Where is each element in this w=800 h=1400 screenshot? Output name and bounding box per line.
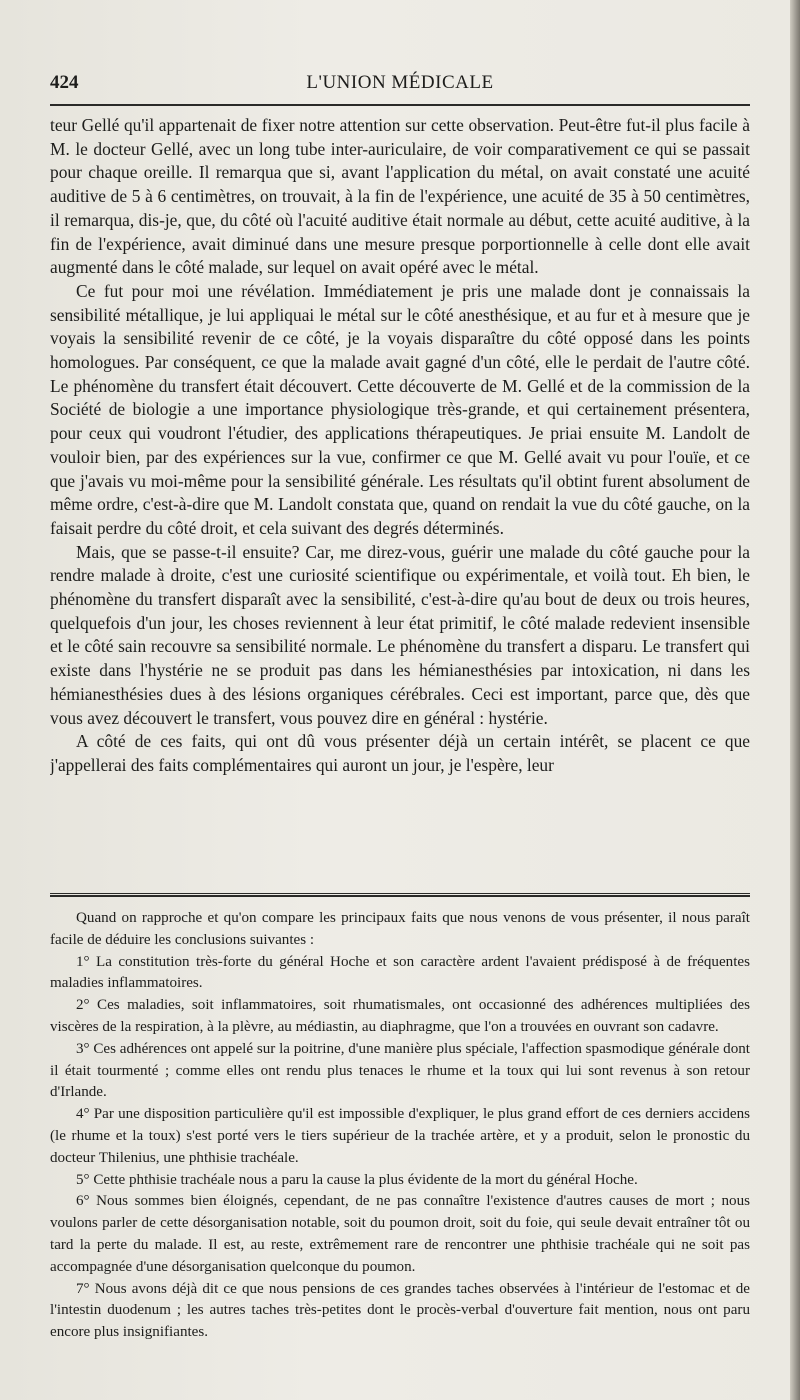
running-title: L'UNION MÉDICALE [306,72,494,93]
notes-section [50,908,750,1388]
note-paragraph: 6° Nous sommes bien éloignés, cependant, de ne pas connaître l'existence d'autres causes de mort ; nous voulons parler de cette désorganisation notable, soit du poumon droit, soit du foie, qui seule devait entraîner tôt ou tard la perte du malade. Il est, au reste, extrêmement rare de rencontrer une phthisie trachéale qui ne soit pas accompagnée d'une désorganisation quelconque du poumon. [50,1193,750,1275]
page-number: 424 [50,72,79,93]
note-paragraph: 1° La constitution très-forte du général Hoche et son caractère ardent l'avaient prédisposé à de fréquentes maladies inflammatoires. [50,953,750,992]
note-paragraph: 7° Nous avons déjà dit ce que nous pensions de ces grandes taches observées à l'intérieur de l'estomac et de l'intestin duodenum ; les autres taches très-petites dont le procès-verbal d'ouverture fait mention, nous ont paru encore plus insignifiantes. [50,1280,750,1341]
main-text [50,114,750,889]
note-paragraph: Quand on rapproche et qu'on compare les principaux faits que nous venons de vous présenter, il nous paraît facile de déduire les conclusions suivantes : [50,910,750,948]
section-divider [50,893,750,897]
paragraph: Ce fut pour moi une révélation. Immédiatement je pris une malade dont je connaissais la sensibilité métallique, je lui appliquai le métal sur le côté anesthésique, et au fur et à mesure que je voyais la sensibilité revenir de ce côté, je la voyais disparaître du côté opposé dans les points homologues. Par conséquent, ce que la malade avait gagné d'un côté, elle le perdait de l'autre côté. Le phénomène du transfert était découvert. Cette découverte de M. Gellé et de la commission de la Société de biologie a une importance physiologique très-grande, et qui certainement présentera, pour ceux qui voudront l'étudier, des applications thérapeutiques. Je priai ensuite M. Landolt de vouloir bien, par des expériences sur la vue, confirmer ce que M. Gellé avait vu pour l'ouïe, et ce que j'avais vu moi-même pour la sensibilité générale. Les résultats qu'il obtint furent absolument de même ordre, c'est-à-dire que M. Landolt constata que, quand on rendait la vue du côté gauche, on la faisait perdre du côté droit, et cela suivant des degrés déterminés. [50,280,750,538]
note-paragraph: 4° Par une disposition particulière qu'il est impossible d'expliquer, le plus grand effort de ces derniers accidens (le rhume et la toux) s'est porté vers le tiers supérieur de la trachée artère, et y a produit, selon le pronostic du docteur Thilenius, une phthisie trachéale. [50,1106,750,1166]
note-paragraph: 2° Ces maladies, soit inflammatoires, soit rhumatismales, ont occasionné des adhérences multipliées des viscères de la respiration, à la plèvre, au médiastin, au diaphragme, que l'on a trouvées en ouvrant son cadavre. [50,997,750,1035]
note-paragraph: 5° Cette phthisie trachéale nous a paru la cause la plus évidente de la mort du général Hoche. [76,1171,638,1188]
paragraph: teur Gellé qu'il appartenait de fixer notre attention sur cette observation. Peut-être fut-il plus facile à M. le docteur Gellé, avec un long tube inter-auriculaire, de voir comparativement ce qui se passait pour chaque oreille. Il remarqua que si, avant l'application du métal, on avait constaté une acuité auditive de 5 à 6 centimètres, on trouvait, à la fin de l'expérience, une acuité de 35 à 50 centimètres, il remarqua, dis-je, que, du côté où l'acuité auditive était normale au début, cette acuité auditive, à la fin de l'expérience, avait diminué dans une mesure presque porportionnelle à celle dont elle avait augmenté dans le côté malade, sur lequel on avait opéré avec le métal. [50,115,750,278]
paragraph: A côté de ces faits, qui ont dû vous présenter déjà un certain intérêt, se placent ce que j'appellerai des faits complémentaires qui auront un jour, je l'espère, leur [50,731,750,775]
note-paragraph: 3° Ces adhérences ont appelé sur la poitrine, d'une manière plus spéciale, l'affection spasmodique générale dont il était tourmenté ; comme elles ont rendu plus tenaces le rhume et la toux qui lui sont revenus à son retour d'Irlande. [50,1040,750,1101]
page-edge-shadow [790,0,800,1400]
header-rule [50,104,750,106]
page-header [50,70,750,100]
paragraph: Mais, que se passe-t-il ensuite? Car, me direz-vous, guérir une malade du côté gauche pour la rendre malade à droite, c'est une curiosité scientifique ou expérimentale, et voilà tout. Eh bien, le phénomène du transfert disparaît avec la sensibilité, c'est-à-dire qu'au bout de deux ou trois heures, quelquefois d'un jour, les choses reviennent à leur état primitif, le côté malade redevient insensible et le côté sain recouvre sa sensibilité normale. Le phénomène du transfert a disparu. Le transfert qui existe dans l'hystérie ne se produit pas dans les hémianesthésies par intoxication, ni dans les hémianesthésies dues à des lésions organiques cérébrales. Ceci est important, parce que, dès que vous avez découvert le transfert, vous pouvez dire en général : hystérie. [50,541,750,728]
